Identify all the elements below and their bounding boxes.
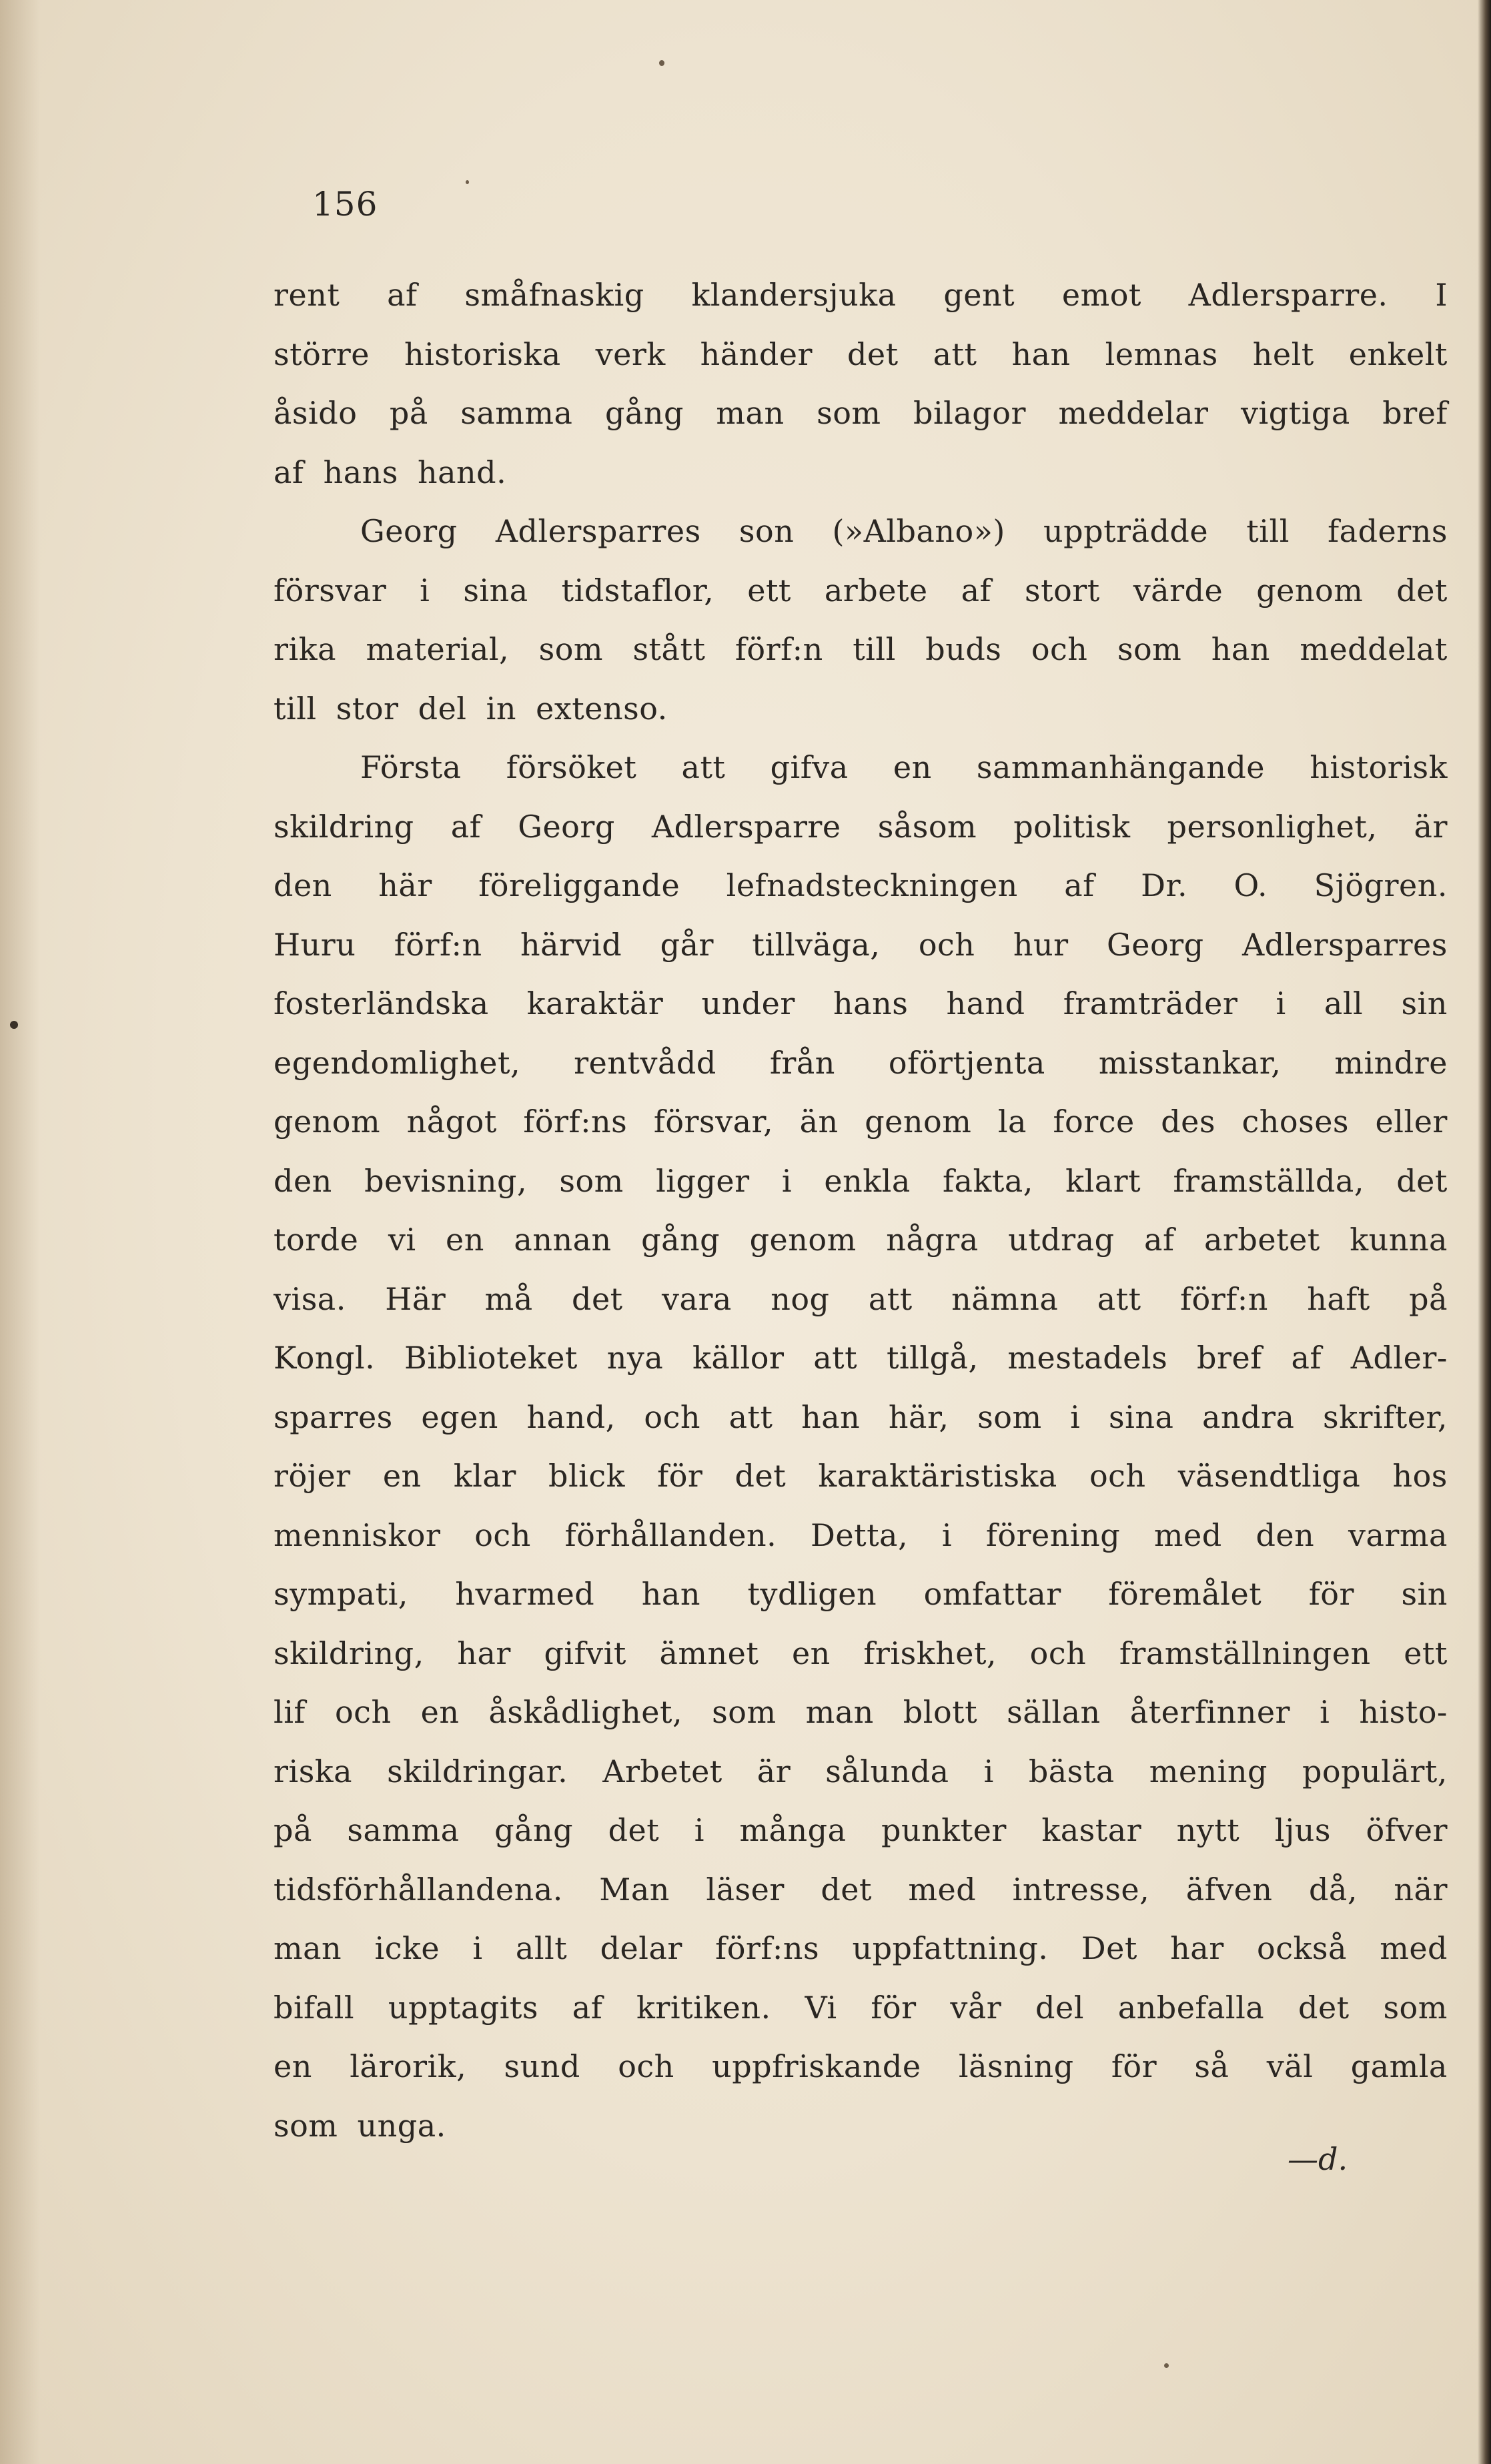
text-line: rika material, som stått förf:n till buds och som han meddelat <box>274 631 1448 667</box>
body-text <box>274 266 1448 2155</box>
text-line: Huru förf:n härvid går tillväga, och hur Georg Adlersparres <box>274 926 1448 963</box>
text-line: röjer en klar blick för det karaktäristiska och väsendtliga hos <box>274 1458 1448 1494</box>
page-edge-shadow-left <box>0 0 40 2464</box>
text-line: den här föreliggande lefnadsteckningen af Dr. O. Sjögren. <box>274 867 1448 903</box>
text-line: lif och en åskådlighet, som man blott sällan återfinner i histo- <box>274 1694 1448 1730</box>
text-line: genom något förf:ns försvar, än genom la force des choses eller <box>274 1104 1448 1140</box>
text-line: fosterländska karaktär under hans hand framträder i all sin <box>274 985 1448 1021</box>
text-line: rent af småfnaskig klandersjuka gent emot Adlersparre. I <box>274 277 1448 313</box>
page-number: 156 <box>312 185 378 224</box>
text-line: man icke i allt delar förf:ns uppfattning. Det har också med <box>274 1930 1448 1966</box>
text-line: Kongl. Biblioteket nya källor att tillgå, mestadels bref af Adler- <box>274 1340 1448 1376</box>
text-line: sympati, hvarmed han tydligen omfattar föremålet för sin <box>274 1576 1448 1612</box>
text-line: sparres egen hand, och att han här, som i sina andra skrifter, <box>274 1398 1448 1435</box>
text-line: bifall upptagits af kritiken. Vi för vår del anbefalla det som <box>274 1989 1448 2026</box>
paper-speck <box>10 1021 18 1029</box>
text-line: menniskor och förhållanden. Detta, i förening med den varma <box>274 1517 1448 1553</box>
text-line: större historiska verk händer det att han lemnas helt enkelt <box>274 336 1448 372</box>
text-line: skildring, har gifvit ämnet en friskhet, och framställningen ett <box>274 1635 1448 1671</box>
text-line: åsido på samma gång man som bilagor meddelar vigtiga bref <box>274 395 1448 431</box>
text-line: den bevisning, som ligger i enkla fakta, klart framställda, det <box>274 1162 1448 1199</box>
text-line: skildring af Georg Adlersparre såsom politisk personlighet, är <box>274 808 1448 845</box>
text-line: en lärorik, sund och uppfriskande läsning för så väl gamla <box>274 2048 1448 2084</box>
text-line: till stor del in extenso. <box>274 690 668 727</box>
paper-speck <box>1164 2363 1169 2368</box>
page-edge-shadow-right <box>1478 0 1491 2464</box>
text-line: egendomlighet, rentvådd från oförtjenta misstankar, mindre <box>274 1044 1448 1081</box>
text-line: af hans hand. <box>274 454 507 490</box>
paper-speck <box>659 60 664 66</box>
text-line: Georg Adlersparres son (»Albano») uppträdde till faderns <box>360 513 1448 549</box>
text-line: riska skildringar. Arbetet är sålunda i bästa mening populärt, <box>274 1753 1448 1789</box>
paper-speck <box>466 180 469 184</box>
signature: —d. <box>1288 2141 1348 2177</box>
text-line: som unga. <box>274 2107 446 2144</box>
text-line: Första försöket att gifva en sammanhängande historisk <box>360 749 1448 785</box>
text-line: på samma gång det i många punkter kastar nytt ljus öfver <box>274 1812 1448 1848</box>
text-line: försvar i sina tidstaflor, ett arbete af stort värde genom det <box>274 572 1448 608</box>
text-line: torde vi en annan gång genom några utdrag af arbetet kunna <box>274 1222 1448 1258</box>
text-line: visa. Här må det vara nog att nämna att förf:n haft på <box>274 1280 1448 1317</box>
text-line: tidsförhållandena. Man läser det med intresse, äfven då, när <box>274 1871 1448 1908</box>
